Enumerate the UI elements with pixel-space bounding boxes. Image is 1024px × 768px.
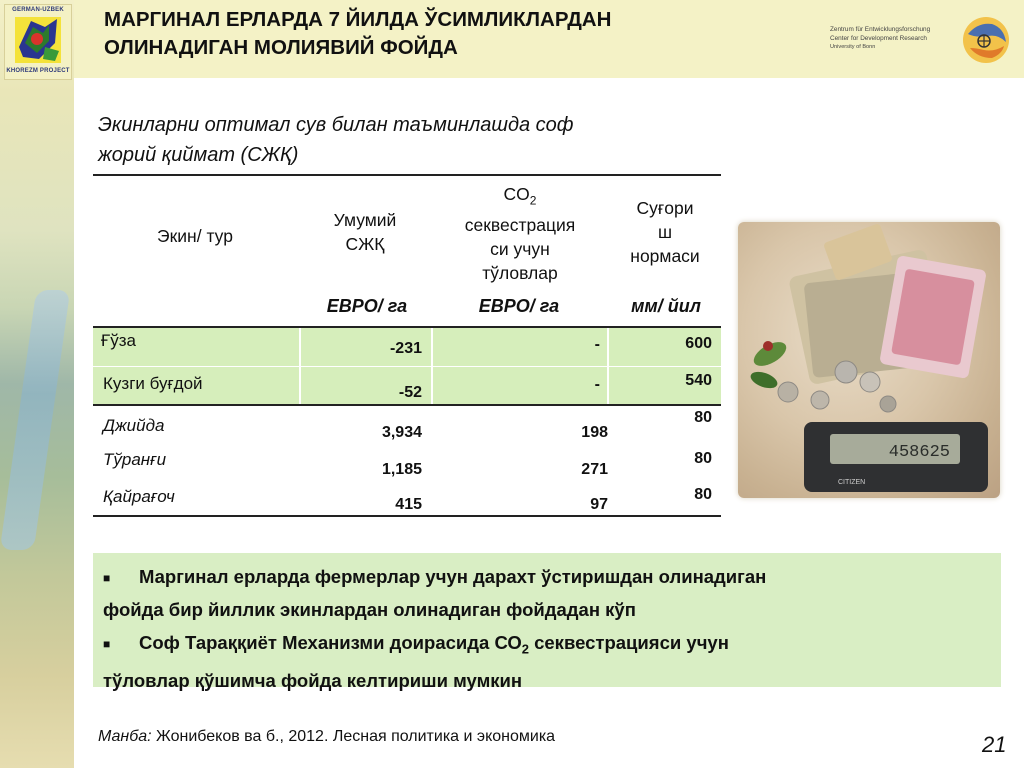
header-co2 — [436, 182, 604, 285]
header-crop: Экин/ тур — [157, 226, 233, 246]
bullet-2-line-2: тўловлар қўшимча фойда келтириши мумкин — [103, 669, 523, 691]
table-top-rule — [93, 174, 721, 176]
source-text: Жонибеков ва б., 2012. Лесная политика и экономика — [151, 728, 556, 745]
row-5-irrigation: 80 — [694, 486, 712, 503]
row-4-crop: Тўранғи — [103, 450, 167, 469]
bullet-2-prefix: Соф Тараққиёт Механизми доирасида СО — [139, 632, 522, 653]
page-number: 21 — [982, 732, 1007, 757]
row-separator — [93, 366, 721, 367]
table-group-rule — [93, 404, 721, 406]
project-logo — [4, 4, 72, 80]
zef-institution-text — [830, 25, 930, 52]
unit-co2: ЕВРО/ га — [478, 296, 560, 316]
zef-logo-icon — [958, 14, 1014, 66]
row-4-co2: 271 — [581, 461, 608, 478]
row-5-crop: Қайрағоч — [103, 487, 175, 506]
header-npv — [300, 208, 430, 256]
calculator-display: 458625 — [888, 443, 950, 462]
row-1-crop: Ғўза — [101, 331, 136, 350]
bullet-2-line-1 — [103, 627, 983, 665]
header-irr-line-1: Суғори — [636, 198, 694, 218]
row-1-npv: -231 — [389, 340, 422, 357]
side-landscape-strip — [0, 0, 74, 768]
project-logo-icon — [15, 17, 61, 63]
river-image — [0, 290, 70, 550]
unit-npv: ЕВРО/ га — [326, 296, 408, 316]
conclusion-box — [93, 553, 1001, 691]
header-co2-subscript: 2 — [529, 193, 537, 208]
money-and-calculator-icon — [738, 222, 1000, 498]
header-npv-line-1: Умумий — [333, 210, 397, 230]
zef-line-2: Center for Development Research — [830, 35, 927, 42]
row-4-npv: 1,185 — [381, 461, 422, 478]
header-co2-line-3: си учун — [490, 238, 550, 259]
zef-line-3: University of Bonn — [830, 44, 876, 50]
bullet-2-subscript: 2 — [521, 641, 529, 657]
title-line-2: ОЛИНАДИГАН МОЛИЯВИЙ ФОЙДА — [104, 36, 458, 59]
header-npv-line-2: СЖҚ — [345, 234, 385, 254]
header-co2-line-2: секвестрация — [464, 214, 576, 235]
bullet-2 — [103, 627, 983, 696]
header-co2-prefix: CO — [503, 184, 530, 204]
row-3-npv: 3,934 — [381, 424, 422, 441]
row-3-crop: Джийда — [103, 416, 165, 435]
row-2-crop: Кузги буғдой — [103, 374, 203, 393]
header-co2-line-4: тўловлар — [482, 262, 558, 283]
unit-irrigation: мм/ йил — [631, 296, 701, 316]
header-co2-line-1 — [436, 182, 604, 213]
bullet-square-icon: ■ — [103, 570, 111, 585]
logo-bottom-caption: KHOREZM PROJECT — [6, 68, 70, 74]
row-5-npv: 415 — [395, 496, 422, 513]
source-label: Манба: — [98, 728, 152, 745]
header-irr-line-2: ш — [657, 222, 673, 242]
row-2-npv: -52 — [398, 384, 422, 401]
calculator-brand: CITIZEN — [838, 479, 866, 486]
table-subtitle — [98, 110, 718, 170]
row-2-co2: - — [594, 376, 600, 393]
row-3-irrigation: 80 — [694, 409, 712, 426]
logo-top-caption: GERMAN-UZBEK — [12, 7, 64, 13]
row-3-co2: 198 — [581, 424, 608, 441]
page-title — [104, 6, 754, 62]
row-2-irrigation: 540 — [685, 372, 712, 389]
subtitle-line-2: жорий қиймат (СЖҚ) — [98, 144, 299, 166]
row-1-co2: - — [594, 336, 600, 353]
bullet-1-line-1 — [103, 561, 983, 594]
bullet-1 — [103, 561, 983, 625]
source-citation — [98, 728, 555, 746]
header-irrigation — [610, 196, 720, 268]
row-4-irrigation: 80 — [694, 450, 712, 467]
subtitle-line-1: Экинларни оптимал сув билан таъминлашда соф — [98, 114, 574, 136]
zef-line-1: Zentrum für Entwicklungsforschung — [830, 26, 931, 33]
header-irr-line-3: нормаси — [630, 246, 700, 266]
bullet-square-icon: ■ — [103, 636, 111, 651]
title-line-1: МАРГИНАЛ ЕРЛАРДА 7 ЙИЛДА ЎСИМЛИКЛАРДАН — [104, 8, 612, 31]
bullet-1-line-2: фойда бир йиллик экинлардан олинадиган фойдадан кўп — [103, 598, 636, 620]
row-5-co2: 97 — [590, 496, 608, 513]
bullet-2-suffix: секвестрацияси учун — [528, 632, 729, 653]
money-photo — [738, 222, 1000, 498]
table-bottom-rule — [93, 515, 721, 517]
bullet-1-text-1: Маргинал ерларда фермерлар учун дарахт ўстиришдан олинадиган — [139, 566, 767, 587]
row-1-irrigation: 600 — [685, 335, 712, 352]
